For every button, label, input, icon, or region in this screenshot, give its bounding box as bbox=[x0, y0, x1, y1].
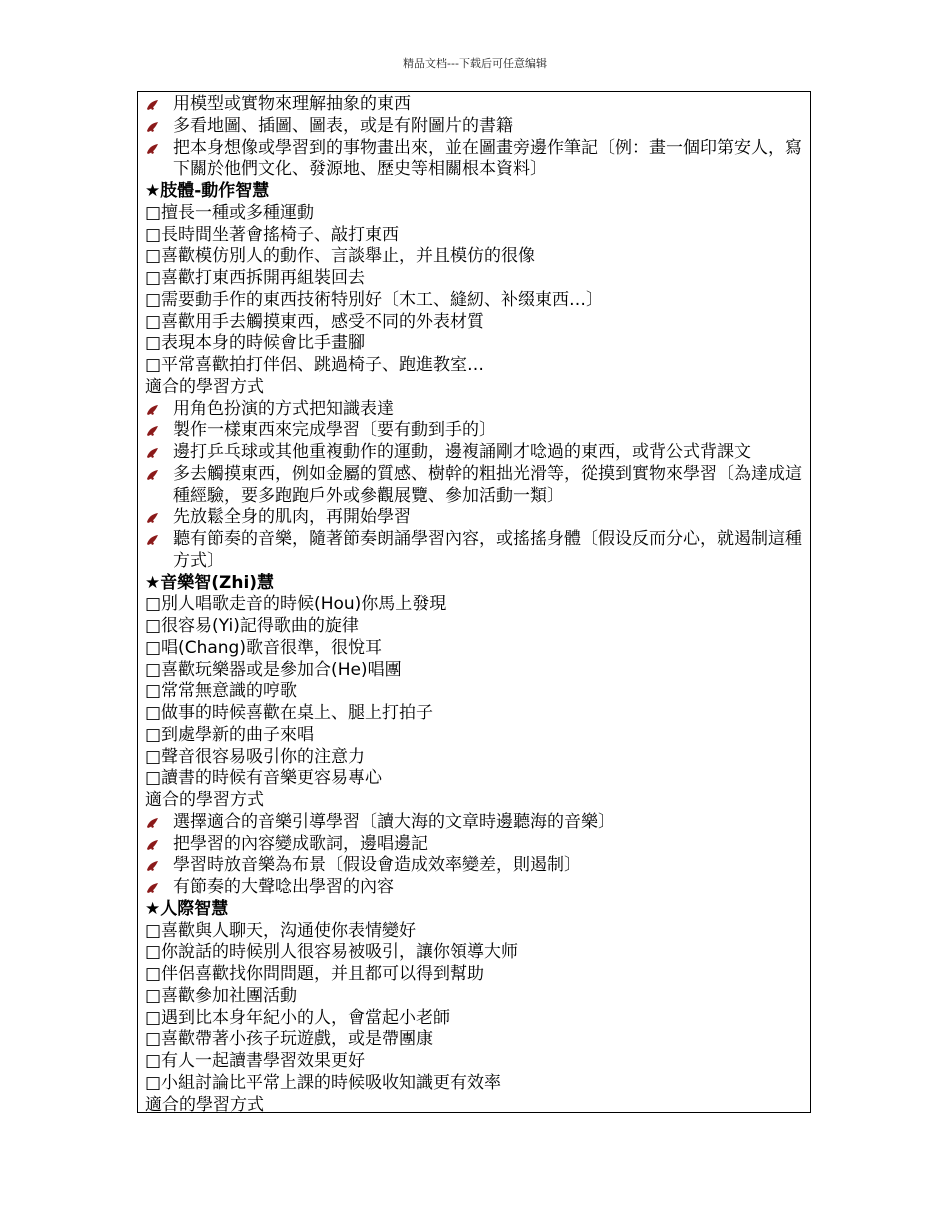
trait-checkbox-item: □小組討論比平常上課的時候吸收知識更有效率 bbox=[145, 1072, 502, 1093]
list-item bbox=[145, 529, 806, 573]
trait-checkbox-item: □唱(Chang)歌音很準，很悅耳 bbox=[145, 637, 382, 658]
list-item bbox=[145, 812, 806, 834]
page-header: 精品文档---下载后可任意编辑 bbox=[403, 57, 547, 70]
list-item-text: 把學習的內容變成歌詞，邊唱邊記 bbox=[173, 833, 428, 854]
list-item-text: 邊打乒乓球或其他重複動作的運動，邊複誦剛才唸過的東西，或背公式背課文 bbox=[173, 442, 751, 462]
trait-checkbox-item: □常常無意識的哼歌 bbox=[145, 681, 298, 702]
trait-checkbox-item: □很容易(Yi)記得歌曲的旋律 bbox=[145, 616, 359, 636]
list-item bbox=[145, 420, 806, 442]
ornament-leaf-icon bbox=[146, 839, 159, 851]
list-item bbox=[145, 877, 806, 899]
trait-checkbox-item: □喜歡參加社團活動 bbox=[145, 985, 298, 1006]
list-item bbox=[145, 855, 806, 877]
ornament-leaf-icon bbox=[146, 534, 159, 546]
trait-checkbox-item: □長時間坐著會搖椅子、敲打東西 bbox=[145, 224, 400, 245]
list-item bbox=[145, 116, 806, 138]
list-item-text: 聽有節奏的音樂，隨著節奏朗誦學習內容，或搖搖身體〔假设反而分心，就遏制這種方式〕 bbox=[173, 529, 802, 571]
trait-checkbox-item: □聲音很容易吸引你的注意力 bbox=[145, 746, 366, 767]
list-item-text: 選擇適合的音樂引導學習〔讀大海的文章時邊聽海的音樂〕 bbox=[173, 811, 615, 832]
trait-checkbox-item: □做事的時候喜歡在桌上、腿上打拍子 bbox=[145, 703, 434, 723]
trait-checkbox-item: □喜歡帶著小孩子玩遊戲，或是帶團康 bbox=[145, 1029, 434, 1050]
section-heading-musical: ★音樂智(Zhi)慧 bbox=[145, 572, 275, 593]
trait-checkbox-item: □別人唱歌走音的時候(Hou)你馬上發現 bbox=[145, 594, 447, 615]
list-item-text: 學習時放音樂為布景〔假设會造成效率變差，則遏制〕 bbox=[173, 855, 581, 876]
list-item-text: 有節奏的大聲唸出學習的內容 bbox=[173, 877, 394, 897]
trait-checkbox-item: □平常喜歡拍打伴侶、跳過椅子、跑進教室… bbox=[145, 355, 485, 375]
ornament-leaf-icon bbox=[146, 512, 159, 524]
list-item bbox=[145, 507, 806, 529]
trait-checkbox-item: □擅長一種或多種運動 bbox=[145, 202, 315, 223]
list-item-text: 先放鬆全身的肌肉，再開始學習 bbox=[173, 507, 411, 528]
list-item bbox=[145, 94, 806, 116]
trait-checkbox-item: □到處學新的曲子來唱 bbox=[145, 724, 315, 745]
list-item bbox=[145, 442, 806, 464]
list-item-text: 用模型或實物來理解抽象的東西 bbox=[173, 94, 411, 114]
ornament-leaf-icon bbox=[146, 447, 159, 459]
list-item-text: 把本身想像或學習到的事物畫出來，並在圖畫旁邊作筆記〔例：畫一個印第安人，寫下關於他們文化、發源地、歷史等相關根本資料〕 bbox=[173, 137, 802, 180]
trait-checkbox-item: □喜歡與人聊天，沟通使你表情變好 bbox=[145, 920, 417, 941]
ornament-leaf-icon bbox=[146, 143, 159, 155]
section-heading-kinesthetic: ★肢體-動作智慧 bbox=[145, 181, 270, 201]
trait-checkbox-item: □有人一起讀書學習效果更好 bbox=[145, 1051, 366, 1071]
trait-checkbox-item: □讀書的時候有音樂更容易專心 bbox=[145, 768, 383, 789]
list-item-text: 用角色扮演的方式把知識表達 bbox=[173, 398, 394, 419]
list-item bbox=[145, 399, 806, 421]
list-item-text: 製作一樣東西來完成學習〔要有動到手的〕 bbox=[173, 420, 496, 441]
ornament-leaf-icon bbox=[146, 425, 159, 437]
trait-checkbox-item: □需要動手作的東西技術特別好〔木工、縫紉、补缀東西…〕 bbox=[145, 289, 604, 310]
trait-checkbox-item: □喜歡模仿別人的動作、言談舉止，并且模仿的很像 bbox=[145, 246, 536, 267]
ornament-leaf-icon bbox=[146, 121, 159, 133]
ornament-leaf-icon bbox=[146, 469, 159, 481]
trait-checkbox-item: □喜歡用手去觸摸東西，感受不同的外表材質 bbox=[145, 311, 485, 332]
ornament-leaf-icon bbox=[146, 404, 159, 416]
methods-label: 適合的學習方式 bbox=[145, 1094, 264, 1113]
section-heading-interpersonal: ★人際智慧 bbox=[145, 898, 229, 919]
list-item-text: 多去觸摸東西，例如金屬的質感、樹幹的粗拙光滑等，從摸到實物來學習〔為達成這種經驗，要多跑跑戶外或參觀展覽、參加活動一類〕 bbox=[173, 463, 802, 506]
trait-checkbox-item: □表現本身的時候會比手畫腳 bbox=[145, 333, 366, 354]
list-item-text: 多看地圖、插圖、圖表，或是有附圖片的書籍 bbox=[173, 115, 513, 136]
ornament-leaf-icon bbox=[146, 99, 159, 111]
trait-checkbox-item: □遇到比本身年紀小的人，會當起小老師 bbox=[145, 1007, 451, 1028]
ornament-leaf-icon bbox=[146, 882, 159, 894]
document-table-cell bbox=[137, 91, 811, 1113]
methods-label: 適合的學習方式 bbox=[145, 790, 264, 810]
trait-checkbox-item: □伴侶喜歡找你問問題，并且都可以得到幫助 bbox=[145, 964, 485, 984]
list-item bbox=[145, 834, 806, 856]
ornament-leaf-icon bbox=[146, 817, 159, 829]
ornament-leaf-icon bbox=[146, 860, 159, 872]
methods-label: 適合的學習方式 bbox=[145, 376, 264, 397]
trait-checkbox-item: □喜歡打東西拆開再組裝回去 bbox=[145, 268, 366, 288]
trait-checkbox-item: □你說話的時候別人很容易被吸引，讓你領導大师 bbox=[145, 942, 519, 963]
list-item bbox=[145, 138, 806, 182]
list-item bbox=[145, 464, 806, 508]
trait-checkbox-item: □喜歡玩樂器或是參加合(He)唱團 bbox=[145, 659, 402, 680]
